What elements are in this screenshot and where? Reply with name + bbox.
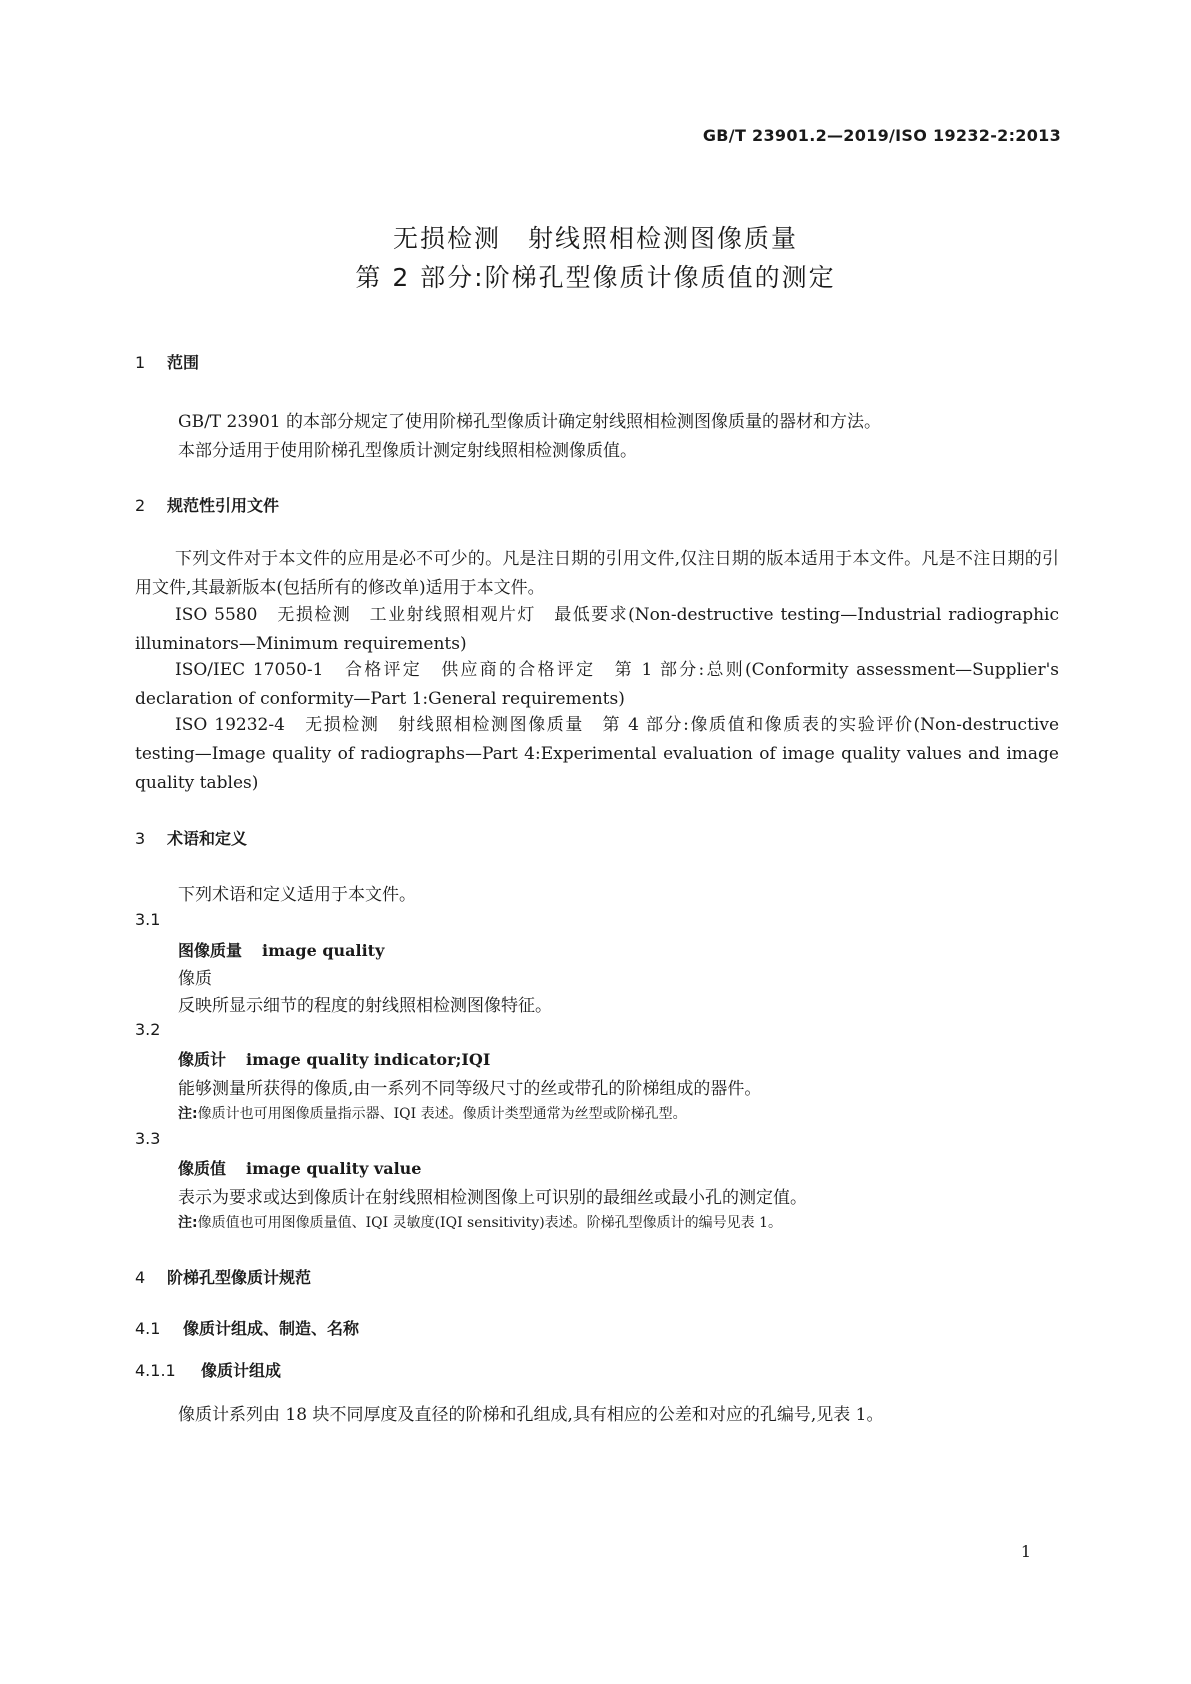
term-heading: [178, 1156, 421, 1179]
term-definition: 表示为要求或达到像质计在射线照相检测图像上可识别的最细丝或最小孔的测定值。: [178, 1188, 807, 1208]
section-title: 规范性引用文件: [167, 496, 280, 515]
document-title-line1: 无损检测 射线照相检测图像质量: [392, 224, 798, 253]
section-title: 像质计组成、制造、名称: [183, 1319, 360, 1338]
term-en: image quality value: [246, 1159, 422, 1178]
reference-iso-iec-17050-1: ISO/IEC 17050-1 合格评定 供应商的合格评定 第 1 部分:总则(Conformity assessment—Supplier's declaration of conformity—Part 1:General requirements): [135, 660, 1059, 709]
term-definition: 能够测量所获得的像质,由一系列不同等级尺寸的丝或带孔的阶梯组成的器件。: [178, 1079, 762, 1099]
term-number: 3.3: [135, 1129, 161, 1148]
term-zh: 图像质量: [178, 941, 243, 960]
section-1-heading: [135, 350, 199, 373]
section-number: 4.1.1: [135, 1361, 176, 1380]
term-zh: 像质计: [178, 1050, 227, 1069]
section-4-1-heading: [135, 1316, 359, 1339]
section-4-heading: [135, 1265, 311, 1288]
term-definition: 反映所显示细节的程度的射线照相检测图像特征。: [178, 996, 552, 1016]
section-1-paragraph-1: GB/T 23901 的本部分规定了使用阶梯孔型像质计确定射线照相检测图像质量的器材和方法。: [178, 412, 882, 432]
document-title-line2: 第 2 部分:阶梯孔型像质计像质值的测定: [355, 263, 836, 292]
note-text: 像质计也可用图像质量指示器、IQI 表述。像质计类型通常为丝型或阶梯孔型。: [197, 1106, 687, 1122]
term-note: [178, 1212, 782, 1232]
section-title: 术语和定义: [167, 829, 248, 848]
term-note: [178, 1103, 687, 1123]
section-number: 3: [135, 829, 146, 848]
reference-iso-19232-4: ISO 19232-4 无损检测 射线照相检测图像质量 第 4 部分:像质值和像质表的实验评价(Non-destructive testing—Image quality of radiographs—Part 4:Experimental evaluation of image quality values and image quality tables): [135, 715, 1059, 793]
section-number: 4: [135, 1268, 146, 1287]
page-number: 1: [1020, 1542, 1031, 1561]
section-3-intro: 下列术语和定义适用于本文件。: [178, 885, 416, 905]
term-number: 3.1: [135, 910, 161, 929]
term-heading: [178, 938, 384, 961]
section-number: 4.1: [135, 1319, 161, 1338]
section-4-1-1-heading: [135, 1358, 281, 1381]
section-title: 像质计组成: [201, 1361, 282, 1380]
note-label: 注:: [178, 1215, 198, 1231]
term-heading: [178, 1047, 490, 1070]
term-en: image quality indicator;IQI: [246, 1050, 491, 1069]
term-admitted: 像质: [178, 969, 212, 989]
note-label: 注:: [178, 1106, 198, 1122]
term-zh: 像质值: [178, 1159, 227, 1178]
reference-iso-5580: ISO 5580 无损检测 工业射线照相观片灯 最低要求(Non-destructive testing—Industrial radiographic illuminators—Minimum requirements): [135, 605, 1059, 654]
note-text: 像质值也可用图像质量值、IQI 灵敏度(IQI sensitivity)表述。阶梯孔型像质计的编号见表 1。: [197, 1215, 783, 1231]
standard-code: GB/T 23901.2—2019/ISO 19232-2:2013: [702, 126, 1061, 145]
section-1-paragraph-2: 本部分适用于使用阶梯孔型像质计测定射线照相检测像质值。: [178, 441, 637, 461]
section-number: 2: [135, 496, 146, 515]
section-title: 范围: [167, 353, 200, 372]
section-title: 阶梯孔型像质计规范: [167, 1268, 312, 1287]
term-en: image quality: [262, 941, 385, 960]
section-number: 1: [135, 353, 146, 372]
section-2-heading: [135, 493, 279, 516]
section-3-heading: [135, 826, 247, 849]
term-number: 3.2: [135, 1020, 161, 1039]
section-4-1-1-paragraph: 像质计系列由 18 块不同厚度及直径的阶梯和孔组成,具有相应的公差和对应的孔编号,见表 1。: [178, 1405, 884, 1425]
section-2-paragraph-1: 下列文件对于本文件的应用是必不可少的。凡是注日期的引用文件,仅注日期的版本适用于本文件。凡是不注日期的引用文件,其最新版本(包括所有的修改单)适用于本文件。: [135, 549, 1059, 598]
